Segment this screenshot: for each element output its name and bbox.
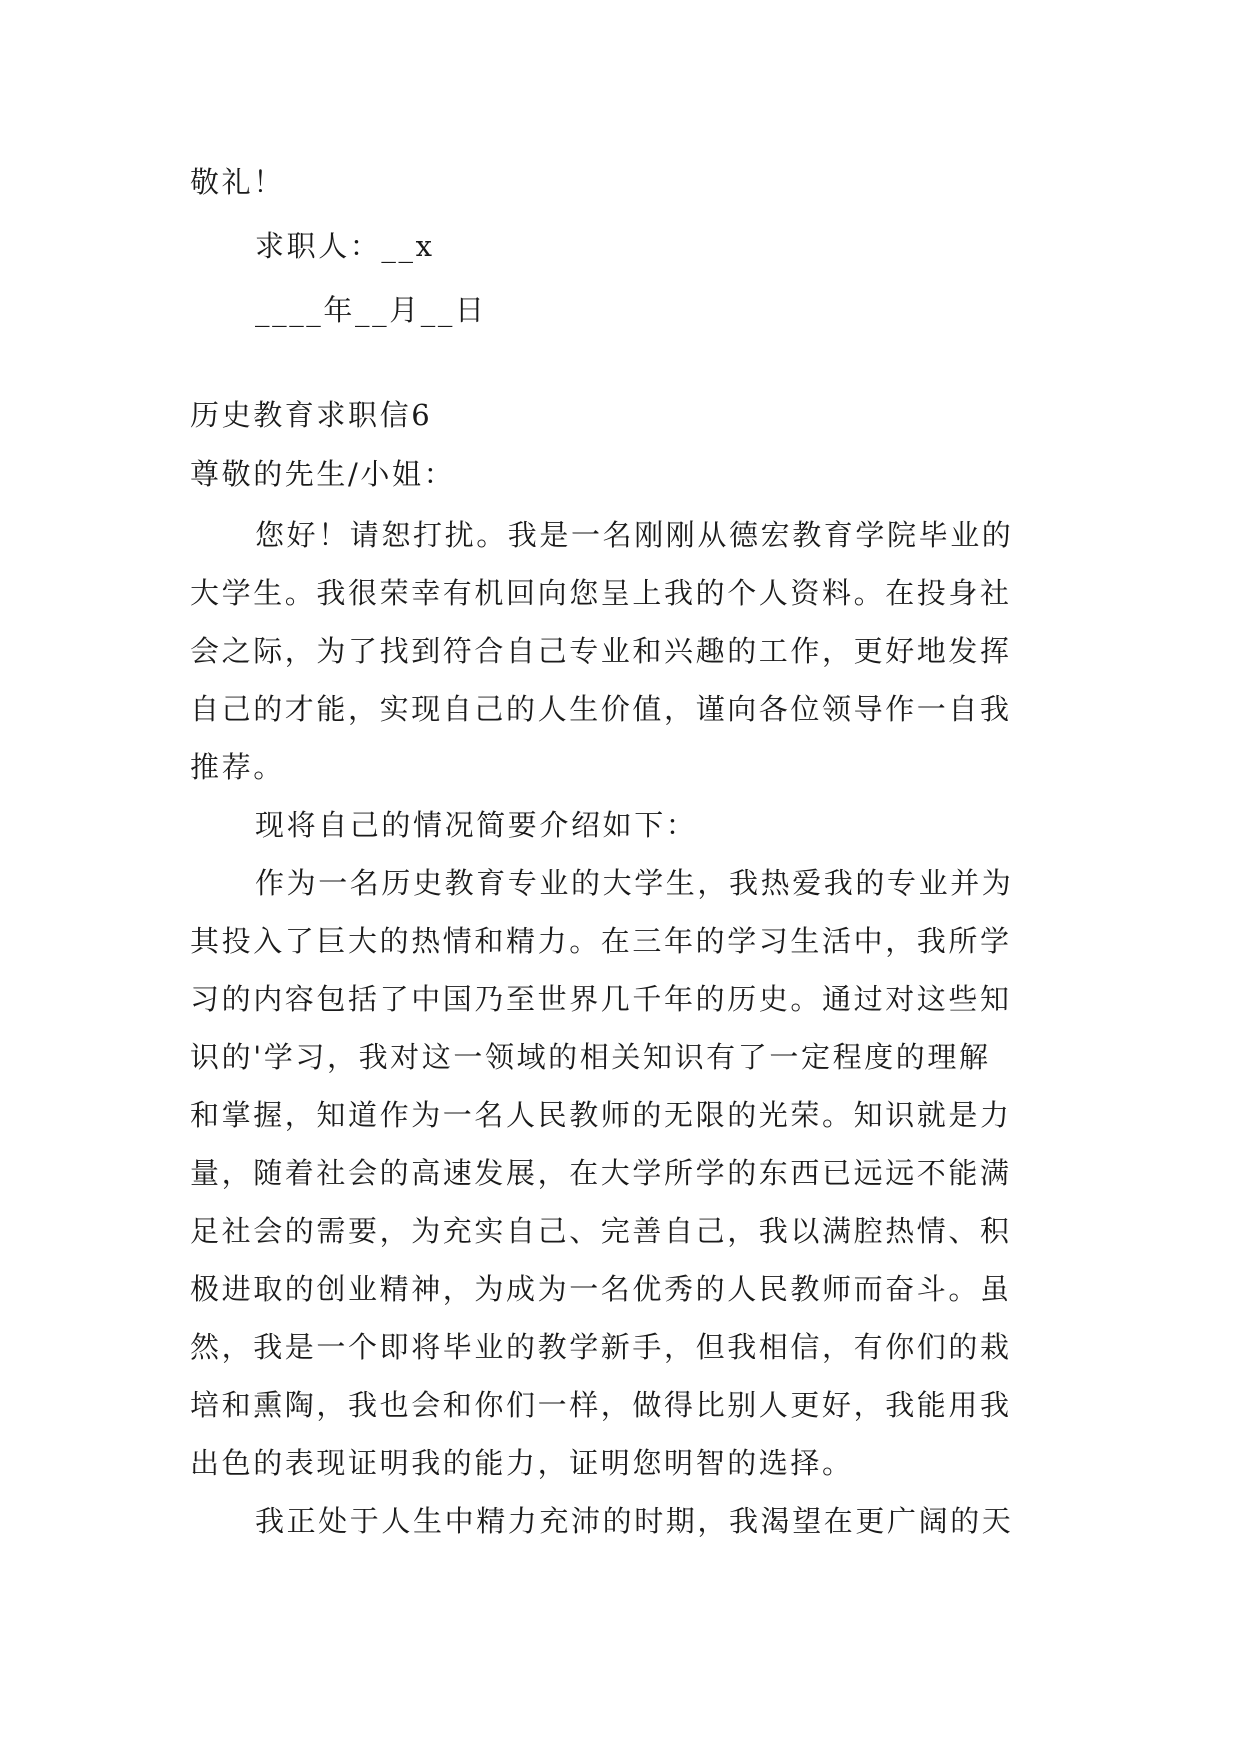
paragraph-3-line-8: 极进取的创业精神，为成为一名优秀的人民教师而奋斗。虽 (190, 1272, 1012, 1306)
paragraph-3-line-4: 识的'学习，我对这一领域的相关知识有了一定程度的理解 (190, 1040, 991, 1074)
paragraph-3-line-1: 作为一名历史教育专业的大学生，我热爱我的专业并为 (255, 866, 1014, 900)
paragraph-1-line-4: 自己的才能，实现自己的人生价值，谨向各位领导作一自我 (190, 692, 1012, 726)
paragraph-3-line-9: 然，我是一个即将毕业的教学新手，但我相信，有你们的栽 (190, 1330, 1012, 1364)
paragraph-3-line-5: 和掌握，知道作为一名人民教师的无限的光荣。知识就是力 (190, 1098, 1012, 1132)
paragraph-1-line-5: 推荐。 (190, 750, 285, 784)
paragraph-4-line-1: 我正处于人生中精力充沛的时期，我渴望在更广阔的天 (255, 1504, 1014, 1538)
letter-greeting: 尊敬的先生/小姐： (190, 457, 456, 491)
paragraph-3-line-10: 培和熏陶，我也会和你们一样，做得比别人更好，我能用我 (190, 1388, 1012, 1422)
paragraph-3-line-11: 出色的表现证明我的能力，证明您明智的选择。 (190, 1446, 854, 1480)
paragraph-2-line-1: 现将自己的情况简要介绍如下： (255, 808, 698, 842)
paragraph-3-line-2: 其投入了巨大的热情和精力。在三年的学习生活中，我所学 (190, 924, 1012, 958)
closing-salute: 敬礼！ (190, 165, 285, 199)
paragraph-3-line-6: 量，随着社会的高速发展，在大学所学的东西已远远不能满 (190, 1156, 1012, 1190)
paragraph-1-line-1: 您好！请恕打扰。我是一名刚刚从德宏教育学院毕业的 (255, 518, 1014, 552)
paragraph-3-line-7: 足社会的需要，为充实自己、完善自己，我以满腔热情、积 (190, 1214, 1012, 1248)
signature-date: ____年__月__日 (255, 293, 487, 327)
paragraph-1-line-3: 会之际，为了找到符合自己专业和兴趣的工作，更好地发挥 (190, 634, 1012, 668)
letter-title: 历史教育求职信6 (190, 398, 433, 432)
paragraph-3-line-3: 习的内容包括了中国乃至世界几千年的历史。通过对这些知 (190, 982, 1012, 1016)
applicant-signature: 求职人：__x (255, 229, 435, 263)
paragraph-1-line-2: 大学生。我很荣幸有机回向您呈上我的个人资料。在投身社 (190, 576, 1012, 610)
